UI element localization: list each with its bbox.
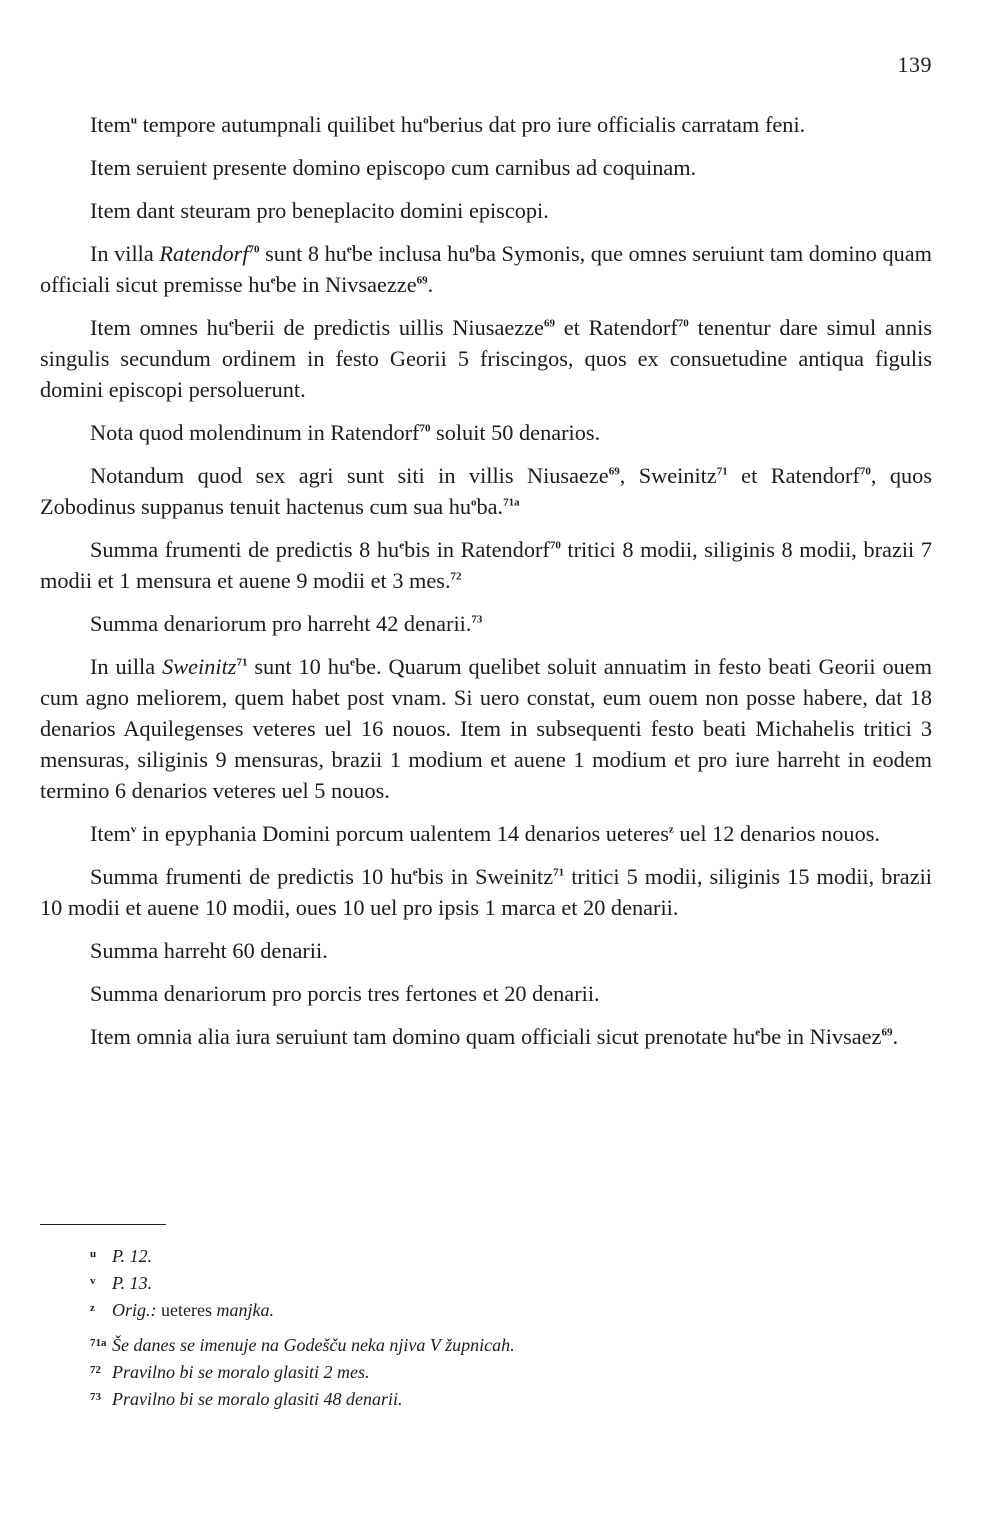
paragraph <box>40 109 932 140</box>
text-run: Item omnia alia iura seruiunt tam domino quam officiali sicut prenotate hu <box>90 1024 756 1049</box>
superscript-mark: 73 <box>471 613 483 626</box>
text-run: Nota quod molendinum in Ratendorf <box>90 420 420 445</box>
text-run: be in Nivsaez <box>760 1024 882 1049</box>
footnote-text-tail: manjka. <box>216 1300 274 1320</box>
text-run: . <box>427 272 434 297</box>
footnote <box>90 1296 890 1323</box>
paragraph <box>40 935 932 966</box>
superscript-mark: 70 <box>677 317 689 330</box>
superscript-mark: e <box>346 243 352 256</box>
superscript-mark: 71 <box>716 465 728 478</box>
text-run: Summa frumenti de predictis 8 hu <box>90 537 400 562</box>
superscript-mark: e <box>270 274 276 287</box>
paragraph <box>40 460 932 522</box>
footnote-mark: z <box>90 1302 95 1314</box>
paragraph <box>40 312 932 405</box>
text-run: bis in Ratendorf <box>404 537 550 562</box>
footnote <box>90 1331 890 1358</box>
text-run: Notandum quod sex agri sunt siti in villis Niusaeze <box>90 463 609 488</box>
superscript-mark: 70 <box>549 539 561 552</box>
paragraph <box>40 818 932 849</box>
text-run: sunt 10 hu <box>247 654 351 679</box>
text-run: be in Nivsaezze <box>275 272 417 297</box>
footnote-text: Pravilno bi se moralo glasiti 2 mes. <box>112 1362 370 1382</box>
footnote-text: Še danes se imenuje na Godešču neka njiva V župnicah. <box>112 1335 515 1355</box>
text-run: berius dat pro iure officialis carratam feni. <box>428 112 806 137</box>
paragraph <box>40 978 932 1009</box>
text-run: be. Quarum quelibet soluit annuatim in festo beati Georii ouem cum agno meliorem, quem habet post vnam. Si uero constat, eum ouem non posse habere, dat 18 denarios Aquilegenses veteres uel 16 nouos. Item in subsequenti festo beati Michahelis tritici 3 mensuras, siliginis 9 mensuras, brazii 1 modium et auene 1 modium et pro iure harreht in eodem termino 6 denarios veteres uel 5 nouos. <box>40 654 932 803</box>
text-run: et Ratendorf <box>554 315 678 340</box>
superscript-mark: 69 <box>416 274 428 287</box>
text-run: ba Symonis, que omnes seruiunt tam domino quam officiali sicut premisse hu <box>40 241 932 297</box>
footnote-separator <box>40 1224 166 1225</box>
place-name-italic: Ratendorf <box>159 241 249 266</box>
footnote-mark: 71a <box>90 1337 107 1349</box>
superscript-mark: e <box>755 1026 761 1039</box>
text-run: In villa <box>90 241 160 266</box>
superscript-mark: o <box>471 496 477 509</box>
paragraph <box>40 238 932 300</box>
superscript-mark: 69 <box>608 465 620 478</box>
text-run: soluit 50 denarios. <box>430 420 601 445</box>
text-run: Summa frumenti de predictis 10 hu <box>90 864 413 889</box>
text-run: . <box>892 1024 899 1049</box>
text-run: , quos Zobodinus suppanus tenuit hactenus cum sua hu <box>40 463 932 519</box>
paragraph <box>40 1021 932 1052</box>
text-run: ba. <box>476 494 504 519</box>
paragraph <box>40 195 932 226</box>
paragraph <box>40 417 932 448</box>
superscript-mark: 71 <box>553 866 565 879</box>
text-run: Item seruient presente domino episcopo cum carnibus ad coquinam. <box>90 155 697 180</box>
text-run: Item dant steuram pro beneplacito domini episcopi. <box>90 198 549 223</box>
text-run: Summa denariorum pro harreht 42 denarii. <box>90 611 472 636</box>
footnote-text: P. 13. <box>112 1273 153 1293</box>
text-run: In uilla <box>90 654 163 679</box>
superscript-mark: e <box>399 539 405 552</box>
place-name-italic: Sweinitz <box>162 654 237 679</box>
page-number: 139 <box>897 52 932 77</box>
text-run: be inclusa hu <box>351 241 470 266</box>
footnote <box>90 1269 890 1296</box>
text-run: et Ratendorf <box>727 463 860 488</box>
text-run: sunt 8 hu <box>259 241 347 266</box>
superscript-mark: 70 <box>419 422 431 435</box>
text-run: in epyphania Domini porcum ualentem 14 denarios ueteres <box>136 821 669 846</box>
text-run: berii de predictis uillis Niusaezze <box>233 315 544 340</box>
superscript-mark: 70 <box>248 243 260 256</box>
superscript-mark: e <box>412 866 418 879</box>
main-text <box>40 109 932 1064</box>
text-run: uel 12 denarios nouos. <box>673 821 880 846</box>
text-run: Summa harreht 60 denarii. <box>90 938 328 963</box>
superscript-mark: o <box>423 114 429 127</box>
superscript-mark: z <box>668 823 674 836</box>
text-run: tritici 5 modii, siliginis 15 modii, brazii 10 modii et auene 10 modii, oues 10 uel pro ipsis 1 marca et 20 denarii. <box>40 864 932 920</box>
text-run: Item <box>90 112 131 137</box>
superscript-mark: v <box>130 823 137 836</box>
superscript-mark: 71a <box>503 496 520 509</box>
footnote-mark: 73 <box>90 1391 101 1403</box>
superscript-mark: e <box>228 317 234 330</box>
footnote <box>90 1358 890 1385</box>
footnote-mark: u <box>90 1248 97 1260</box>
footnote-mark: v <box>90 1275 96 1287</box>
footnote <box>90 1385 890 1412</box>
paragraph <box>40 651 932 806</box>
text-run: tenentur dare simul annis singulis secundum ordinem in festo Georii 5 friscingos, quos ex consuetudine antiqua figulis domini episcopi persoluerunt. <box>40 315 933 402</box>
footnote-text: Orig.: <box>112 1300 157 1320</box>
text-run: tempore autumpnali quilibet hu <box>137 112 424 137</box>
paragraph <box>40 152 932 183</box>
footnote <box>90 1242 890 1269</box>
superscript-mark: 72 <box>450 570 462 583</box>
superscript-mark: o <box>469 243 475 256</box>
text-run: Item omnes hu <box>90 315 229 340</box>
paragraph <box>40 608 932 639</box>
footnote-text: P. 12. <box>112 1246 153 1266</box>
text-run: Item <box>90 821 131 846</box>
footnote-text: Pravilno bi se moralo glasiti 48 denarii. <box>112 1389 403 1409</box>
superscript-mark: u <box>130 114 137 127</box>
text-run: tritici 8 modii, siliginis 8 modii, brazii 7 modii et 1 mensura et auene 9 modii et 3 mes. <box>40 537 932 593</box>
paragraph <box>40 534 932 596</box>
superscript-mark: 69 <box>543 317 555 330</box>
superscript-mark: 69 <box>881 1026 893 1039</box>
footnote-text-upright: ueteres <box>156 1300 217 1320</box>
text-run: bis in Sweinitz <box>417 864 554 889</box>
text-run: Summa denariorum pro porcis tres fertones et 20 denarii. <box>90 981 600 1006</box>
superscript-mark: 70 <box>859 465 871 478</box>
footnotes <box>90 1242 890 1412</box>
paragraph <box>40 861 932 923</box>
superscript-mark: e <box>350 656 355 669</box>
superscript-mark: 71 <box>236 656 248 669</box>
text-run: , Sweinitz <box>619 463 717 488</box>
footnote-mark: 72 <box>90 1364 101 1376</box>
